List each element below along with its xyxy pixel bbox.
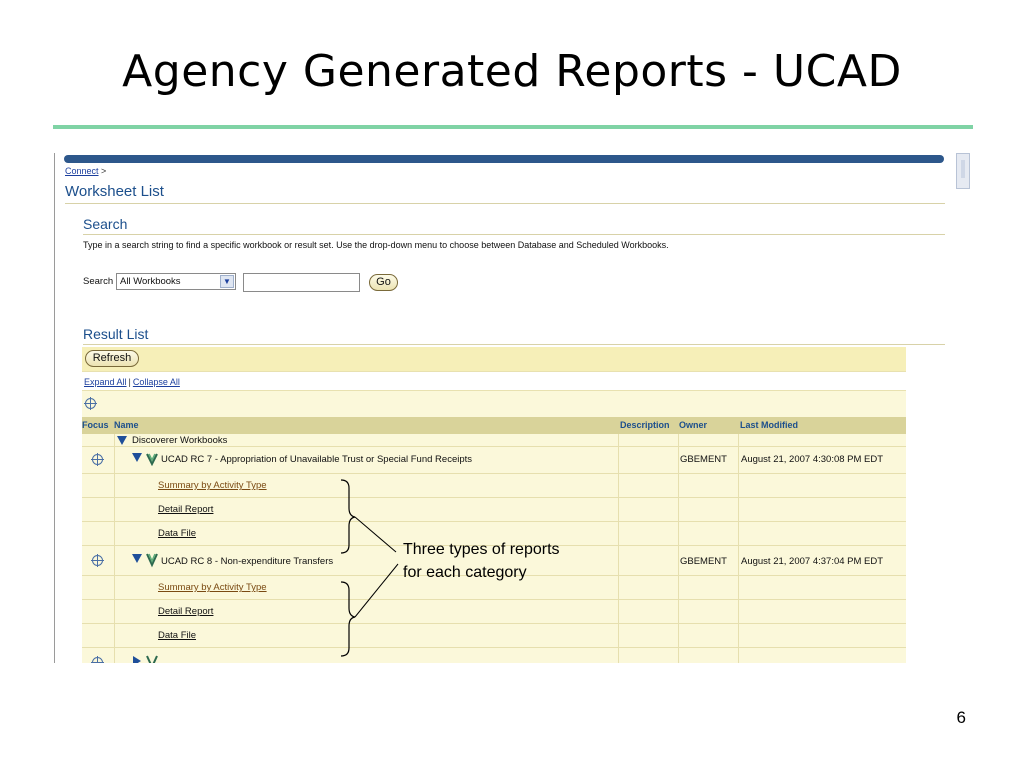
- col-owner: Owner: [679, 420, 708, 430]
- page-title: Worksheet List: [65, 183, 164, 200]
- breadcrumb-connect-link[interactable]: Connect: [65, 166, 99, 176]
- col-last-modified: Last Modified: [740, 420, 798, 430]
- report-link[interactable]: Data File: [158, 528, 197, 539]
- refresh-button[interactable]: Refresh: [85, 350, 139, 367]
- breadcrumb-separator: >: [101, 166, 107, 176]
- result-section-title: Result List: [83, 326, 149, 342]
- annotation-text: [403, 538, 560, 584]
- root-label: Discoverer Workbooks: [132, 435, 228, 446]
- expand-all-link[interactable]: Expand All: [84, 377, 127, 387]
- collapse-all-link[interactable]: Collapse All: [132, 377, 180, 387]
- workbook-name: UCAD RC 7 - Appropriation of Unavailable Trust or Special Fund Receipts: [161, 454, 473, 465]
- search-label: Search: [83, 276, 114, 287]
- pointer-line-1: [355, 517, 396, 552]
- report-link[interactable]: Detail Report: [158, 606, 214, 617]
- owner-cell: GBEMENT: [680, 454, 727, 465]
- page-number: 6: [956, 708, 966, 727]
- report-link[interactable]: Data File: [158, 630, 197, 641]
- annotation-line-1: Three types of reports: [403, 541, 560, 558]
- modified-cell: August 21, 2007 4:30:08 PM EDT: [741, 454, 884, 465]
- search-section-title: Search: [83, 216, 128, 232]
- col-name: Name: [114, 420, 139, 430]
- brace-group-1: [341, 480, 355, 553]
- annotation-line-2: for each category: [403, 564, 527, 581]
- report-link[interactable]: Detail Report: [158, 504, 214, 515]
- report-link[interactable]: Summary by Activity Type: [158, 480, 267, 491]
- col-description: Description: [620, 420, 670, 430]
- workbook-name: UCAD RC 8 - Non-expenditure Transfers: [161, 556, 334, 567]
- col-focus: Focus: [82, 420, 109, 430]
- brace-group-2: [341, 582, 355, 656]
- slide-title: Agency Generated Reports - UCAD: [122, 46, 902, 97]
- report-link[interactable]: Summary by Activity Type: [158, 582, 267, 593]
- link-separator: |: [128, 377, 131, 387]
- modified-cell: August 21, 2007 4:37:04 PM EDT: [741, 556, 884, 567]
- owner-cell: GBEMENT: [680, 556, 727, 567]
- go-button[interactable]: Go: [369, 274, 398, 291]
- search-scope-value: All Workbooks: [120, 276, 181, 287]
- chevron-down-icon[interactable]: ▼: [220, 275, 234, 288]
- pointer-line-2: [355, 564, 398, 617]
- search-help-text: Type in a search string to find a specific workbook or result set. Use the drop-down menu to choose between Database and Scheduled Workbooks.: [83, 240, 669, 250]
